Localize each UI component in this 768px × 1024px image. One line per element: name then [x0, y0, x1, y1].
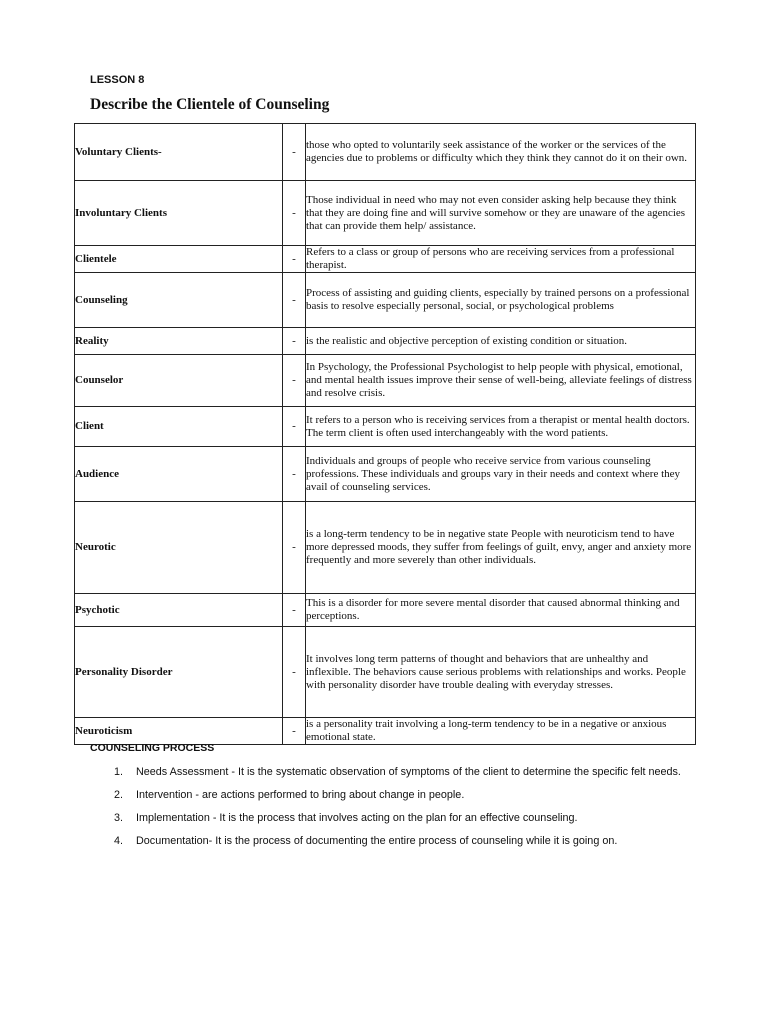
- table-row: [75, 407, 696, 447]
- list-item: [108, 834, 688, 848]
- definition-cell: Individuals and groups of people who receive service from various counseling professions. These individuals and groups vary in their needs and context where they avail of counseling services.: [306, 447, 696, 502]
- term-cell: Involuntary Clients: [75, 181, 283, 246]
- dash-cell: -: [283, 273, 306, 328]
- dash-cell: -: [283, 718, 306, 745]
- list-item: [108, 811, 688, 825]
- process-steps-list: [108, 765, 688, 857]
- definition-cell: is a personality trait involving a long-term tendency to be in a negative or anxious emotional state.: [306, 718, 696, 745]
- list-number: 2.: [114, 789, 124, 801]
- glossary-table: [74, 123, 696, 745]
- dash-cell: -: [283, 355, 306, 407]
- definition-cell: is the realistic and objective perception of existing condition or situation.: [306, 328, 696, 355]
- table-row: [75, 447, 696, 502]
- term-cell: Audience: [75, 447, 283, 502]
- definition-cell: Those individual in need who may not even consider asking help because they think that they are doing fine and will survive somehow or they are unaware of the agencies that can provide them help/ assistance.: [306, 181, 696, 246]
- list-item: [108, 765, 688, 779]
- list-item: [108, 788, 688, 802]
- dash-cell: -: [283, 407, 306, 447]
- list-number: 3.: [114, 812, 124, 824]
- definition-cell: those who opted to voluntarily seek assistance of the worker or the services of the agencies due to problems or difficulty which they think they cannot do it on their own.: [306, 124, 696, 181]
- list-text: Intervention - are actions performed to bring about change in people.: [136, 789, 465, 801]
- term-cell: Counselor: [75, 355, 283, 407]
- definition-cell: Refers to a class or group of persons who are receiving services from a professional therapist.: [306, 246, 696, 273]
- definition-cell: It refers to a person who is receiving services from a therapist or mental health doctors. The term client is often used interchangeably with the word patients.: [306, 407, 696, 447]
- table-row: [75, 627, 696, 718]
- dash-cell: -: [283, 594, 306, 627]
- dash-cell: -: [283, 447, 306, 502]
- page-title: Describe the Clientele of Counseling: [90, 96, 330, 113]
- table-row: [75, 502, 696, 594]
- term-cell: Personality Disorder: [75, 627, 283, 718]
- list-text: Implementation - It is the process that involves acting on the plan for an effective counseling.: [136, 812, 578, 824]
- dash-cell: -: [283, 181, 306, 246]
- term-cell: Voluntary Clients-: [75, 124, 283, 181]
- definition-cell: It involves long term patterns of thought and behaviors that are unhealthy and inflexible. The behaviors cause serious problems with relationships and works. People with personality disorder have trouble dealing with everyday stresses.: [306, 627, 696, 718]
- list-number: 1.: [114, 766, 124, 778]
- list-number: 4.: [114, 835, 124, 847]
- definition-cell: Process of assisting and guiding clients, especially by trained persons on a professional basis to resolve especially personal, social, or psychological problems: [306, 273, 696, 328]
- dash-cell: -: [283, 502, 306, 594]
- term-cell: Reality: [75, 328, 283, 355]
- table-row: [75, 328, 696, 355]
- table-row: [75, 355, 696, 407]
- definition-cell: In Psychology, the Professional Psychologist to help people with physical, emotional, and mental health issues improve their sense of well-being, alleviate feelings of distress and resolve crisis.: [306, 355, 696, 407]
- definition-cell: is a long-term tendency to be in negative state People with neuroticism tend to have more depressed moods, they suffer from feelings of guilt, envy, anger and anxiety more frequently and more severely than other individuals.: [306, 502, 696, 594]
- definition-cell: This is a disorder for more severe mental disorder that caused abnormal thinking and perceptions.: [306, 594, 696, 627]
- list-text: Documentation- It is the process of documenting the entire process of counseling while it is going on.: [136, 835, 618, 847]
- table-row: [75, 273, 696, 328]
- lesson-label: LESSON 8: [90, 74, 145, 86]
- table-row: [75, 124, 696, 181]
- list-text: Needs Assessment - It is the systematic observation of symptoms of the client to determine the specific felt needs.: [136, 766, 681, 778]
- term-cell: Clientele: [75, 246, 283, 273]
- term-cell: Psychotic: [75, 594, 283, 627]
- dash-cell: -: [283, 328, 306, 355]
- term-cell: Neurotic: [75, 502, 283, 594]
- dash-cell: -: [283, 124, 306, 181]
- term-cell: Client: [75, 407, 283, 447]
- term-cell: Neuroticism: [75, 718, 283, 745]
- table-row: [75, 718, 696, 745]
- dash-cell: -: [283, 246, 306, 273]
- dash-cell: -: [283, 627, 306, 718]
- table-row: [75, 246, 696, 273]
- table-row: [75, 594, 696, 627]
- term-cell: Counseling: [75, 273, 283, 328]
- table-row: [75, 181, 696, 246]
- section-heading: COUNSELING PROCESS: [90, 742, 215, 754]
